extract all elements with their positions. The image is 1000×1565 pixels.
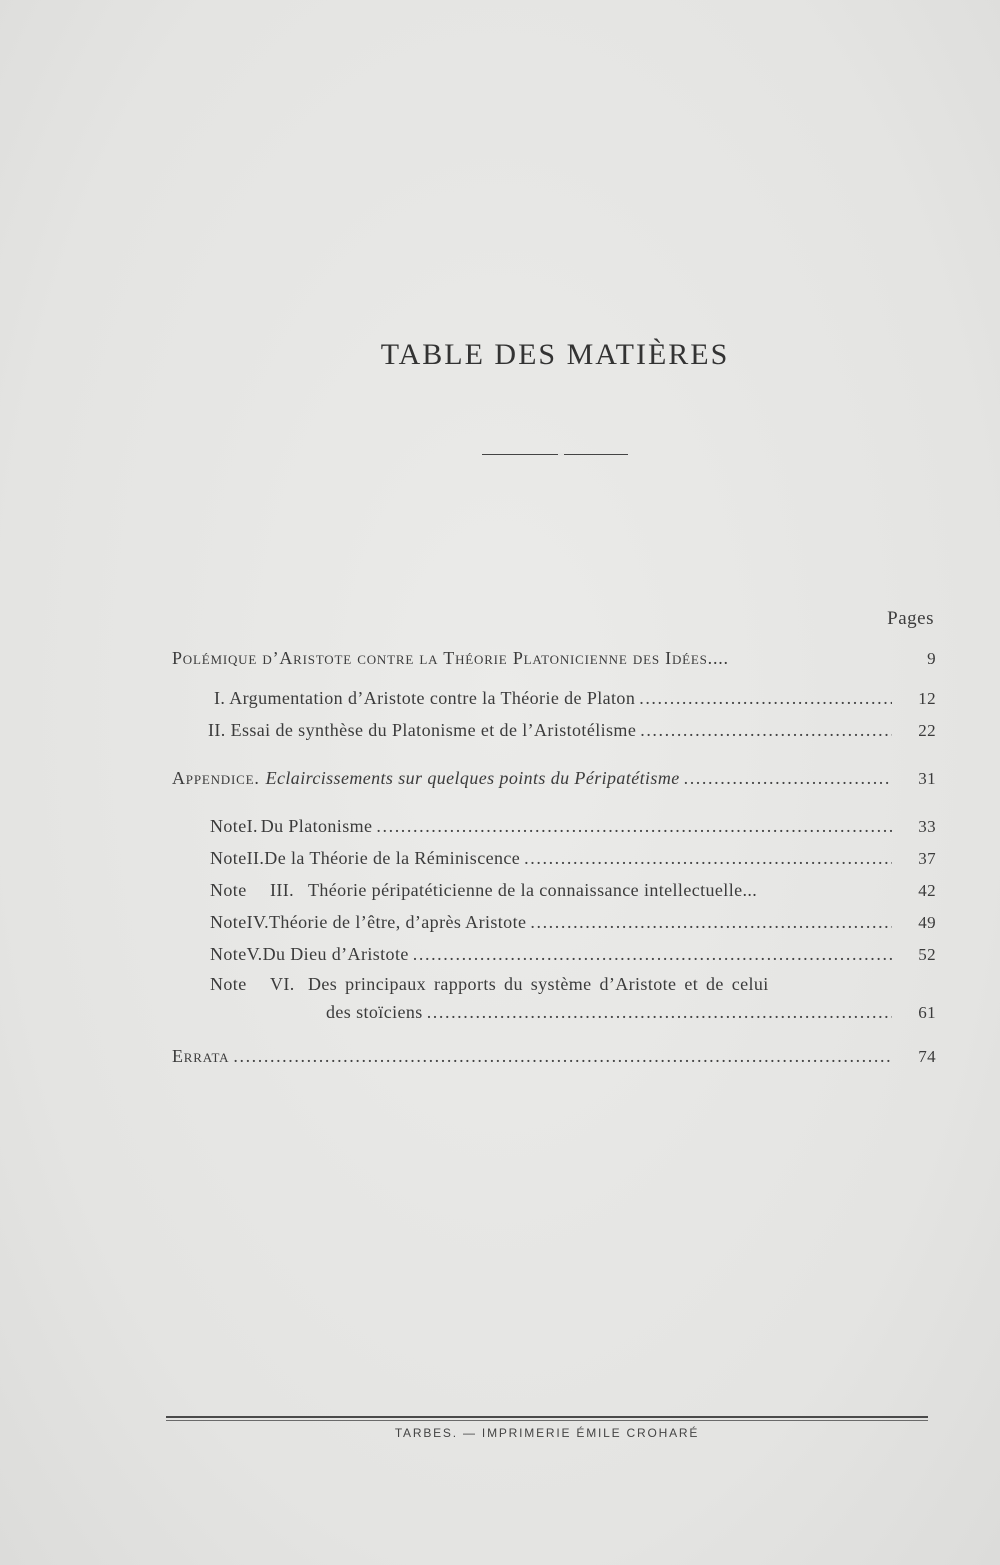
toc-entry-label: II. Essai de synthèse du Platonisme et de l’Aristotélisme: [208, 720, 637, 740]
toc-entry-page: 22: [918, 721, 936, 740]
note-number: III.: [270, 880, 295, 900]
toc-entry-label: Eclaircissements sur quelques points du Péripatétisme: [265, 768, 680, 788]
note-number: II.: [246, 848, 265, 868]
note-label: De la Théorie de la Réminiscence: [264, 848, 521, 868]
toc-note-1: [210, 816, 936, 837]
note-word: Note: [210, 944, 247, 964]
toc-note-6: [210, 974, 936, 995]
note-word: Note: [210, 912, 247, 932]
errata-label: Errata: [172, 1046, 230, 1066]
note-page: 33: [918, 817, 936, 836]
note-word: Note: [210, 880, 247, 900]
note-number: VI.: [270, 974, 295, 994]
note-page: 49: [918, 913, 936, 932]
note-page: 52: [918, 945, 936, 964]
page-title: TABLE DES MATIÈRES: [380, 338, 730, 371]
note-word: Note: [210, 816, 247, 836]
leader-dots: [639, 688, 892, 709]
note-page: 61: [918, 1003, 936, 1022]
toc-entry-errata: [172, 1046, 936, 1067]
toc-entry-argumentation: [214, 688, 936, 709]
toc-entry-label: Polémique d’Aristote contre la Théorie Platonicienne des Idées....: [172, 648, 729, 668]
leader-dots: [233, 1046, 892, 1067]
toc-note-3: [210, 880, 936, 901]
note-page: 42: [918, 881, 936, 900]
note-label-continuation: des stoïciens: [326, 1002, 423, 1022]
note-page: 37: [918, 849, 936, 868]
note-word: Note: [210, 848, 247, 868]
note-number: IV.: [246, 912, 269, 932]
toc-note-6-continuation: [326, 1002, 936, 1023]
note-label: Du Platonisme: [260, 816, 373, 836]
note-label: Théorie péripatéticienne de la connaissance intellectuelle...: [308, 880, 758, 900]
note-number: V.: [246, 944, 263, 964]
printer-imprint: TARBES. — IMPRIMERIE ÉMILE CROHARÉ: [394, 1426, 700, 1440]
toc-note-4: [210, 912, 936, 933]
leader-dots: [640, 720, 892, 741]
toc-entry-synthese: [208, 720, 936, 741]
note-label: Du Dieu d’Aristote: [262, 944, 409, 964]
toc-entry-label: I. Argumentation d’Aristote contre la Théorie de Platon: [214, 688, 636, 708]
leader-dots: [413, 944, 892, 965]
pages-column-heading: Pages: [887, 608, 934, 629]
toc-note-5: [210, 944, 936, 965]
toc-entry-page: 9: [927, 649, 936, 668]
leader-dots: [427, 1002, 892, 1023]
leader-dots: [376, 816, 892, 837]
note-word: Note: [210, 974, 247, 994]
note-label: Des principaux rapports du système d’Aristote et de celui: [308, 974, 769, 994]
leader-dots: [530, 912, 892, 933]
appendice-prefix: Appendice.: [172, 768, 260, 788]
leader-dots: [684, 768, 892, 789]
note-label: Théorie de l’être, d’après Aristote: [268, 912, 527, 932]
toc-note-2: [210, 848, 936, 869]
toc-entry-page: 31: [918, 769, 936, 788]
toc-entry-appendice: [172, 768, 936, 789]
toc-entry-page: 12: [918, 689, 936, 708]
toc-entry-polemique: [172, 648, 936, 669]
leader-dots: [524, 848, 892, 869]
errata-page: 74: [918, 1047, 936, 1066]
note-number: I.: [246, 816, 258, 836]
footer-rule: [166, 1416, 928, 1418]
footer-rule-thin: [166, 1420, 928, 1421]
title-divider: [482, 454, 628, 455]
